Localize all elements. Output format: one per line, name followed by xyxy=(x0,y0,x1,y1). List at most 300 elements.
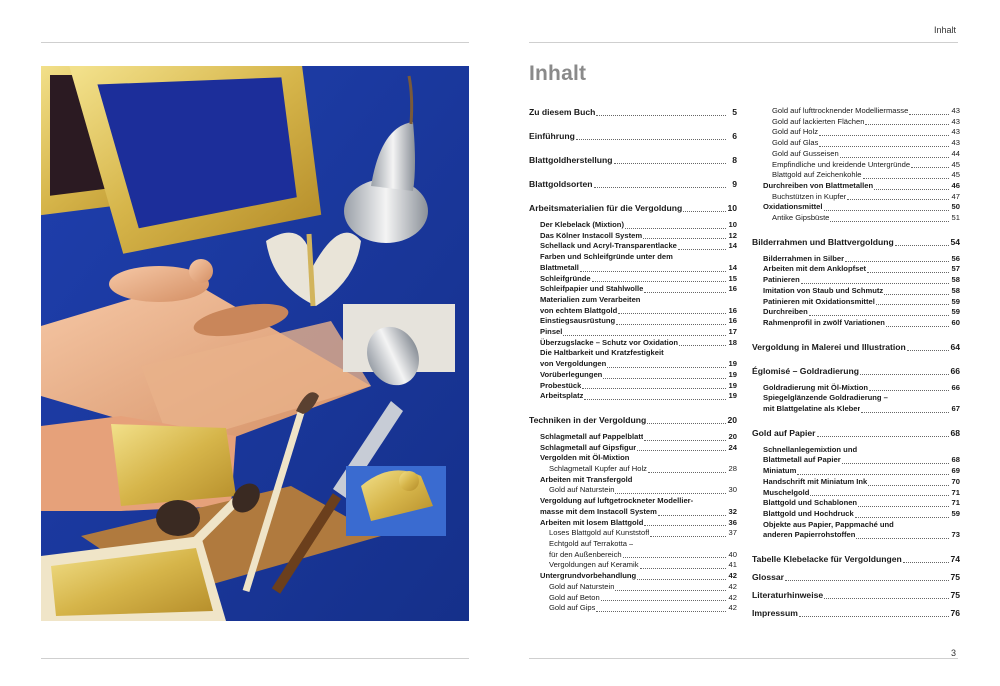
toc-entry-title: Arbeitsplatz xyxy=(540,391,584,401)
toc-leader-dots xyxy=(580,270,726,272)
toc-leader-dots xyxy=(683,210,726,212)
toc-entry-page: 43 xyxy=(951,116,960,126)
toc-leader-dots xyxy=(799,615,949,617)
toc-entry xyxy=(529,496,737,507)
toc-entry-page: 57 xyxy=(951,264,960,274)
toc-entry xyxy=(529,370,737,381)
toc-entry-title: Vergolden mit Öl-Mixtion xyxy=(540,453,630,463)
toc-leader-dots xyxy=(809,314,949,316)
toc-entry xyxy=(529,241,737,252)
toc-entry xyxy=(529,485,737,496)
toc-leader-dots xyxy=(618,312,726,314)
toc-entry-title: Zu diesem Buch xyxy=(529,107,596,117)
toc-entry-title: Antike Gipsbüste xyxy=(772,213,830,223)
toc-entry-title: Durchreiben xyxy=(763,307,808,317)
toc-leader-dots xyxy=(824,597,949,599)
toc-entry-page: 19 xyxy=(728,391,737,401)
toc-leader-dots xyxy=(865,123,949,125)
toc-leader-dots xyxy=(694,504,726,505)
toc-leader-dots xyxy=(641,303,726,304)
toc-entry-title: Blattgoldherstellung xyxy=(529,155,613,165)
toc-entry-title: Blattmetall auf Papier xyxy=(763,455,841,465)
toc-entry-title: Blattgold auf Zeichenkohle xyxy=(772,170,862,180)
toc-entry xyxy=(752,138,960,149)
toc-leader-dots xyxy=(810,494,949,496)
toc-entry xyxy=(529,252,737,263)
gilding-materials-photo xyxy=(41,66,469,621)
toc-entry-page: 56 xyxy=(951,253,960,263)
toc-entry xyxy=(529,593,737,604)
toc-entry-title: Blattgold und Schablonen xyxy=(763,498,858,508)
toc-entry xyxy=(529,359,737,370)
toc-leader-dots xyxy=(647,422,726,424)
toc-entry-title: für den Außenbereich xyxy=(549,549,622,559)
toc-entry xyxy=(752,318,960,329)
toc-leader-dots xyxy=(644,291,726,293)
toc-entry xyxy=(752,181,960,192)
toc-entry-page: 75 xyxy=(950,572,960,583)
toc-entry-title: Schleifpapier und Stahlwolle xyxy=(540,284,644,294)
toc-entry-page: 14 xyxy=(728,262,737,272)
toc-leader-dots xyxy=(842,462,949,464)
toc-entry-title: Vergoldungen auf Keramik xyxy=(549,560,639,570)
toc-entry-page: 43 xyxy=(951,138,960,148)
toc-entry xyxy=(752,297,960,308)
toc-leader-dots xyxy=(889,401,949,402)
toc-entry xyxy=(529,571,737,582)
toc-entry-title: Vergoldung auf luftgetrockneter Modellier- xyxy=(540,496,694,506)
toc-leader-dots xyxy=(861,411,949,413)
toc-leader-dots xyxy=(856,537,949,539)
toc-entry xyxy=(752,307,960,318)
toc-entry-page: 66 xyxy=(950,365,960,376)
toc-leader-dots xyxy=(596,610,726,612)
toc-entry-page: 10 xyxy=(727,203,737,213)
toc-entry-title: Empfindliche und kreidende Untergründe xyxy=(772,159,911,169)
toc-entry-page: 59 xyxy=(951,508,960,518)
toc-leader-dots xyxy=(665,356,726,357)
toc-leader-dots xyxy=(637,449,726,451)
toc-entry xyxy=(752,498,960,509)
toc-entry xyxy=(752,341,960,353)
toc-entry xyxy=(529,295,737,306)
toc-leader-dots xyxy=(909,113,949,115)
toc-leader-dots xyxy=(640,567,727,569)
toc-entry-title: Buchstützen in Kupfer xyxy=(772,191,847,201)
toc-entry xyxy=(529,306,737,317)
toc-entry-page: 68 xyxy=(950,427,960,438)
toc-leader-dots xyxy=(648,471,726,473)
running-head: Inhalt xyxy=(933,25,956,35)
toc-entry xyxy=(529,550,737,561)
toc-entry-page: 59 xyxy=(951,307,960,317)
toc-entry xyxy=(752,106,960,117)
toc-column-1 xyxy=(529,106,737,614)
toc-entry-title: Loses Blattgold auf Kunststoff xyxy=(549,528,650,538)
toc-entry-title: Gold auf Gusseisen xyxy=(772,148,839,158)
toc-entry-title: Die Haltbarkeit und Kratzfestigkeit xyxy=(540,348,664,358)
toc-entry-page: 16 xyxy=(728,305,737,315)
toc-entry-page: 30 xyxy=(728,485,737,495)
toc-entry-page: 9 xyxy=(732,179,737,189)
toc-entry-page: 64 xyxy=(950,341,960,352)
toc-entry-title: Schlagmetall auf Gipsfigur xyxy=(540,442,637,452)
toc-entry-page: 8 xyxy=(732,155,737,165)
toc-entry-page: 28 xyxy=(728,464,737,474)
toc-entry-title: Gold auf lufttrocknender Modelliermasse xyxy=(772,106,909,115)
toc-entry xyxy=(752,427,960,439)
toc-entry-page: 51 xyxy=(951,213,960,223)
toc-entry-page: 58 xyxy=(951,285,960,295)
toc-entry-title: Églomisé – Goldradierung xyxy=(752,365,859,376)
toc-entry-page: 58 xyxy=(951,275,960,285)
toc-entry xyxy=(529,391,737,402)
toc-leader-dots xyxy=(674,260,726,261)
toc-leader-dots xyxy=(911,166,949,168)
toc-entry xyxy=(529,443,737,454)
toc-entry-page: 74 xyxy=(950,554,960,565)
toc-spacer xyxy=(752,224,960,236)
toc-entry-page: 43 xyxy=(951,127,960,137)
toc-entry xyxy=(752,213,960,224)
toc-leader-dots xyxy=(616,323,726,325)
toc-entry-page: 12 xyxy=(728,230,737,240)
toc-entry xyxy=(752,275,960,286)
toc-entry-page: 6 xyxy=(732,131,737,141)
toc-entry xyxy=(752,170,960,181)
toc-entry-title: Arbeiten mit losem Blattgold xyxy=(540,517,644,527)
toc-entry-title: Gold auf Naturstein xyxy=(549,485,615,495)
toc-entry xyxy=(529,518,737,529)
toc-entry-title: Durchreiben von Blattmetallen xyxy=(763,180,874,190)
toc-entry-title: von echtem Blattgold xyxy=(540,305,618,315)
toc-entry xyxy=(529,464,737,475)
toc-leader-dots xyxy=(886,325,949,327)
toc-leader-dots xyxy=(797,473,949,475)
toc-entry-title: Probestück xyxy=(540,380,582,390)
toc-entry xyxy=(752,553,960,565)
toc-entry xyxy=(529,316,737,327)
toc-entry-page: 16 xyxy=(728,284,737,294)
toc-entry-page: 14 xyxy=(728,241,737,251)
toc-spacer xyxy=(752,415,960,427)
toc-entry-title: Bilderrahmen und Blattvergoldung xyxy=(752,236,894,247)
toc-entry xyxy=(752,202,960,213)
toc-entry xyxy=(752,445,960,456)
toc-entry xyxy=(752,383,960,394)
toc-entry-title: anderen Papierrohstoffen xyxy=(763,530,856,540)
toc-entry xyxy=(752,127,960,138)
toc-spacer xyxy=(529,190,737,202)
toc-entry xyxy=(529,327,737,338)
toc-leader-dots xyxy=(847,198,949,200)
toc-entry-page: 66 xyxy=(951,382,960,392)
toc-entry-page: 10 xyxy=(728,220,737,229)
toc-entry-page: 15 xyxy=(728,273,737,283)
toc-entry-title: mit Blattgelatine als Kleber xyxy=(763,404,861,414)
toc-leader-dots xyxy=(596,114,726,116)
toc-entry-page: 24 xyxy=(728,442,737,452)
toc-entry-title: masse mit dem Instacoll System xyxy=(540,506,657,516)
toc-leader-dots xyxy=(840,156,949,158)
toc-entry xyxy=(529,154,737,166)
toc-entry-title: Einstiegsausrüstung xyxy=(540,316,616,326)
toc-entry xyxy=(529,475,737,486)
toc-leader-dots xyxy=(863,177,950,179)
toc-entry-page: 18 xyxy=(728,337,737,347)
toc-leader-dots xyxy=(625,227,726,229)
toc-entry xyxy=(752,589,960,601)
toc-entry xyxy=(752,117,960,128)
toc-entry-title: Arbeitsmaterialien für die Vergoldung xyxy=(529,203,683,213)
toc-entry-title: Objekte aus Papier, Pappmaché und xyxy=(763,519,894,529)
toc-entry-page: 20 xyxy=(728,431,737,441)
toc-entry-title: Das Kölner Instacoll System xyxy=(540,230,643,240)
toc-entry xyxy=(529,202,737,214)
toc-leader-dots xyxy=(817,435,949,437)
toc-entry-title: Gold auf lackierten Flächen xyxy=(772,116,865,126)
toc-entry xyxy=(529,231,737,242)
toc-spacer xyxy=(752,353,960,365)
toc-leader-dots xyxy=(824,209,950,211)
toc-entry xyxy=(752,236,960,248)
toc-leader-dots xyxy=(819,145,949,147)
top-rule-right xyxy=(529,42,958,43)
toc-entry xyxy=(529,263,737,274)
toc-leader-dots xyxy=(867,271,949,273)
toc-leader-dots xyxy=(594,186,727,188)
toc-entry xyxy=(752,393,960,404)
toc-entry-page: 70 xyxy=(951,476,960,486)
toc-spacer xyxy=(752,329,960,341)
toc-leader-dots xyxy=(868,484,949,486)
toc-leader-dots xyxy=(785,579,949,581)
toc-leader-dots xyxy=(907,349,949,351)
toc-entry-page: 19 xyxy=(728,359,737,369)
toc-entry-title: Techniken in der Vergoldung xyxy=(529,414,647,425)
toc-entry xyxy=(752,488,960,499)
top-rule-left xyxy=(41,42,469,43)
toc-entry-title: Oxidationsmittel xyxy=(763,202,823,212)
toc-leader-dots xyxy=(830,220,949,222)
toc-entry-title: Gold auf Naturstein xyxy=(549,581,615,591)
bottom-rule-left xyxy=(41,658,469,659)
toc-entry xyxy=(752,404,960,415)
toc-entry-title: Gold auf Papier xyxy=(752,427,816,438)
toc-spacer xyxy=(752,541,960,553)
toc-entry xyxy=(529,560,737,571)
toc-entry xyxy=(529,106,737,118)
toc-entry-page: 20 xyxy=(727,414,737,425)
toc-entry-title: von Vergoldungen xyxy=(540,359,607,369)
toc-entry-title: Vergoldung in Malerei und Illustration xyxy=(752,341,906,352)
toc-leader-dots xyxy=(644,439,726,441)
toc-leader-dots xyxy=(592,280,726,282)
toc-leader-dots xyxy=(679,344,726,346)
toc-entry-title: Tabelle Klebelacke für Vergoldungen xyxy=(752,554,902,565)
toc-leader-dots xyxy=(644,524,726,526)
toc-entry-title: Untergrundvorbehandlung xyxy=(540,571,637,581)
page-number: 3 xyxy=(950,648,956,658)
toc-entry xyxy=(529,220,737,231)
toc-leader-dots xyxy=(650,535,726,537)
toc-entry-title: Arbeiten mit dem Anklopfset xyxy=(763,264,867,274)
toc-entry-page: 54 xyxy=(950,236,960,247)
toc-leader-dots xyxy=(678,248,726,250)
toc-leader-dots xyxy=(869,389,949,391)
toc-entry-title: Schlagmetall Kupfer auf Holz xyxy=(549,464,647,474)
toc-entry-title: Farben und Schleifgründe unter dem xyxy=(540,252,673,262)
toc-entry-title: Echtgold auf Terrakotta – xyxy=(549,538,634,548)
toc-leader-dots xyxy=(845,260,949,262)
toc-leader-dots xyxy=(895,527,949,528)
toc-leader-dots xyxy=(895,244,949,246)
toc-leader-dots xyxy=(801,282,949,284)
toc-entry-title: Schleifgründe xyxy=(540,273,591,283)
toc-entry-title: Blattmetall xyxy=(540,262,579,272)
toc-entry-title: Überzugslacke – Schutz vor Oxidation xyxy=(540,337,678,347)
toc-leader-dots xyxy=(858,505,949,507)
toc-entry xyxy=(752,160,960,171)
toc-leader-dots xyxy=(615,589,726,591)
toc-entry-page: 47 xyxy=(951,191,960,201)
toc-leader-dots xyxy=(563,334,726,336)
toc-entry-page: 16 xyxy=(728,316,737,326)
toc-entry-title: Patinieren xyxy=(763,275,800,285)
toc-entry xyxy=(752,254,960,265)
toc-entry-page: 59 xyxy=(951,296,960,306)
toc-leader-dots xyxy=(634,547,726,548)
toc-entry xyxy=(752,477,960,488)
toc-entry xyxy=(752,571,960,583)
toc-entry-page: 42 xyxy=(728,592,737,602)
toc-entry-title: Patinieren mit Oxidationsmittel xyxy=(763,296,875,306)
toc-entry xyxy=(529,284,737,295)
toc-leader-dots xyxy=(623,556,726,558)
toc-entry-page: 67 xyxy=(951,404,960,414)
toc-entry-title: Einführung xyxy=(529,131,575,141)
toc-entry xyxy=(529,130,737,142)
toc-entry-page: 19 xyxy=(728,369,737,379)
toc-spacer xyxy=(529,402,737,414)
toc-entry-title: Gold auf Glas xyxy=(772,138,819,148)
toc-entry-page: 69 xyxy=(951,466,960,476)
toc-entry xyxy=(529,178,737,190)
page-title: Inhalt xyxy=(529,62,587,85)
toc-leader-dots xyxy=(855,516,949,518)
toc-entry-title: Gold auf Beton xyxy=(549,592,600,602)
toc-entry-title: Muschelgold xyxy=(763,487,810,497)
toc-entry xyxy=(752,365,960,377)
toc-entry-title: Imitation von Staub und Schmutz xyxy=(763,285,884,295)
toc-leader-dots xyxy=(584,398,726,400)
toc-entry xyxy=(752,607,960,619)
toc-leader-dots xyxy=(819,134,949,136)
toc-leader-dots xyxy=(601,599,726,601)
toc-entry-title: Glossar xyxy=(752,572,785,583)
toc-entry-page: 45 xyxy=(951,170,960,180)
toc-entry-title: Schellack und Acryl-Transparentlacke xyxy=(540,241,677,251)
bottom-rule-right xyxy=(529,658,958,659)
toc-entry xyxy=(752,520,960,531)
toc-entry-title: Gold auf Gips xyxy=(549,603,596,613)
toc-entry-page: 43 xyxy=(951,106,960,115)
toc-entry xyxy=(529,348,737,359)
toc-leader-dots xyxy=(582,387,726,389)
toc-entry xyxy=(529,432,737,443)
toc-entry-page: 40 xyxy=(728,549,737,559)
toc-entry-page: 41 xyxy=(728,560,737,570)
toc-entry xyxy=(529,414,737,426)
toc-entry-page: 32 xyxy=(728,506,737,516)
toc-entry-title: Blattgold und Hochdruck xyxy=(763,508,854,518)
toc-entry xyxy=(529,603,737,614)
toc-spacer xyxy=(529,166,737,178)
toc-leader-dots xyxy=(607,366,726,368)
toc-leader-dots xyxy=(637,578,726,580)
toc-entry-title: Goldradierung mit Öl-Mixtion xyxy=(763,382,869,392)
toc-entry-page: 5 xyxy=(732,107,737,117)
toc-leader-dots xyxy=(614,162,726,164)
toc-entry-title: Arbeiten mit Transfergold xyxy=(540,474,633,484)
toc-entry-title: Der Klebelack (Mixtion) xyxy=(540,220,624,229)
toc-leader-dots xyxy=(630,461,726,462)
toc-entry-title: Handschrift mit Miniatum Ink xyxy=(763,476,868,486)
toc-entry xyxy=(529,338,737,349)
toc-entry xyxy=(752,466,960,477)
toc-entry-title: Miniatum xyxy=(763,466,797,476)
toc-entry-title: Spiegelglänzende Goldradierung – xyxy=(763,393,888,403)
toc-entry-title: Vorüberlegungen xyxy=(540,369,603,379)
toc-entry xyxy=(752,286,960,297)
toc-entry-page: 37 xyxy=(728,528,737,538)
toc-entry-page: 76 xyxy=(950,608,960,619)
toc-entry xyxy=(752,264,960,275)
toc-entry-title: Blattgoldsorten xyxy=(529,179,593,189)
toc-leader-dots xyxy=(603,377,726,379)
toc-column-2 xyxy=(752,106,960,619)
toc-entry xyxy=(752,192,960,203)
toc-entry xyxy=(752,149,960,160)
toc-leader-dots xyxy=(874,188,949,190)
toc-entry xyxy=(529,528,737,539)
toc-entry-page: 50 xyxy=(951,202,960,212)
toc-entry-title: Gold auf Holz xyxy=(772,127,819,137)
toc-entry-title: Bilderrahmen in Silber xyxy=(763,253,845,263)
toc-leader-dots xyxy=(903,561,949,563)
toc-entry-title: Literaturhinweise xyxy=(752,590,824,601)
toc-entry-page: 60 xyxy=(951,317,960,327)
toc-entry-page: 46 xyxy=(951,180,960,190)
toc-entry xyxy=(752,455,960,466)
toc-entry-page: 71 xyxy=(951,487,960,497)
toc-entry-title: Schlagmetall auf Pappelblatt xyxy=(540,431,644,441)
toc-entry-page: 45 xyxy=(951,159,960,169)
toc-entry xyxy=(529,539,737,550)
toc-entry-page: 42 xyxy=(728,603,737,613)
toc-leader-dots xyxy=(615,492,726,494)
toc-entry-page: 71 xyxy=(951,498,960,508)
toc-entry-title: Rahmenprofil in zwölf Variationen xyxy=(763,317,885,327)
toc-entry-title: Materialien zum Verarbeiten xyxy=(540,294,641,304)
toc-leader-dots xyxy=(860,373,949,375)
toc-entry xyxy=(529,453,737,464)
toc-leader-dots xyxy=(576,138,726,140)
toc-entry-title: Impressum xyxy=(752,608,798,619)
toc-entry-page: 75 xyxy=(950,590,960,601)
toc-leader-dots xyxy=(884,293,949,295)
toc-entry-title: Schnellanlegemixtion und xyxy=(763,444,858,454)
